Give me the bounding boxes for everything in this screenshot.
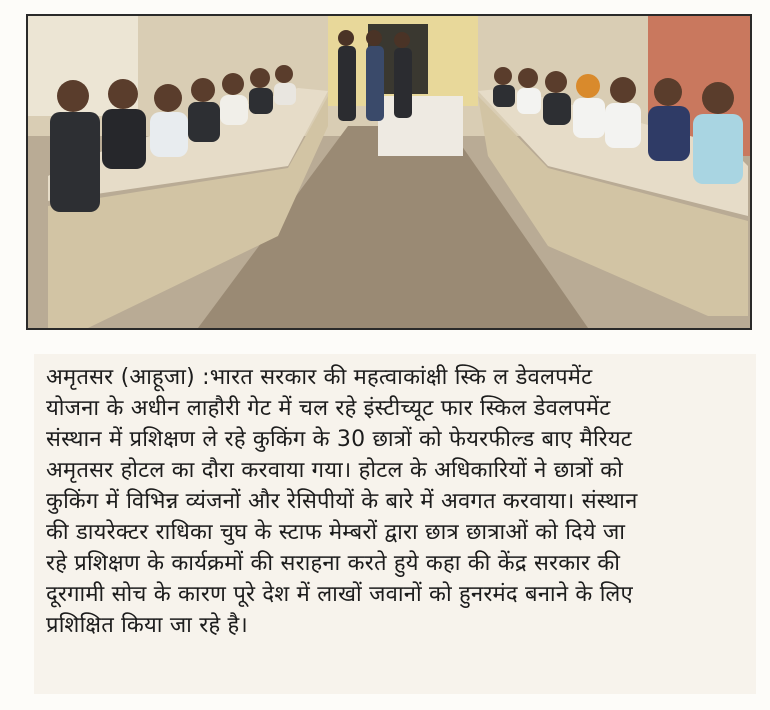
staff-standing bbox=[338, 30, 412, 121]
banquet-hall-photo bbox=[28, 16, 750, 328]
article-line: दूरगामी सोच के कारण पूरे देश में लाखों जवानों को हुनरमंद बनाने के लिए bbox=[46, 582, 633, 607]
article-line: प्रशिक्षित किया जा रहे है। bbox=[46, 613, 248, 638]
article-line: संस्थान में प्रशिक्षण ले रहे कुकिंग के 30 छात्रों को फेयरफील्ड बाए मैरियट bbox=[46, 427, 633, 452]
article-line: अमृतसर होटल का दौरा करवाया गया। होटल के अधिकारियों ने छात्रों को bbox=[46, 458, 624, 483]
article-line: रहे प्रशिक्षण के कार्यक्रमों की सराहना करते हुये कहा की केंद्र सरकार की bbox=[46, 551, 621, 576]
article-line: की डायरेक्टर राधिका चुघ के स्टाफ मेम्बरों द्वारा छात्र छात्राओं को दिये जा bbox=[46, 520, 626, 545]
news-article-body bbox=[34, 354, 756, 694]
center-table bbox=[378, 96, 463, 156]
news-photo bbox=[26, 14, 752, 330]
article-line: अमृतसर (आहूजा) :भारत सरकार की महत्वाकांक्षी स्कि ल डेवलपमेंट bbox=[46, 365, 593, 390]
article-line: योजना के अधीन लाहौरी गेट में चल रहे इंस्टीच्यूट फार स्किल डेवलपमेंट bbox=[46, 396, 611, 421]
article-line: कुकिंग में विभिन्न व्यंजनों और रेसिपीयों के बारे में अवगत करवाया। संस्थान bbox=[46, 489, 638, 514]
